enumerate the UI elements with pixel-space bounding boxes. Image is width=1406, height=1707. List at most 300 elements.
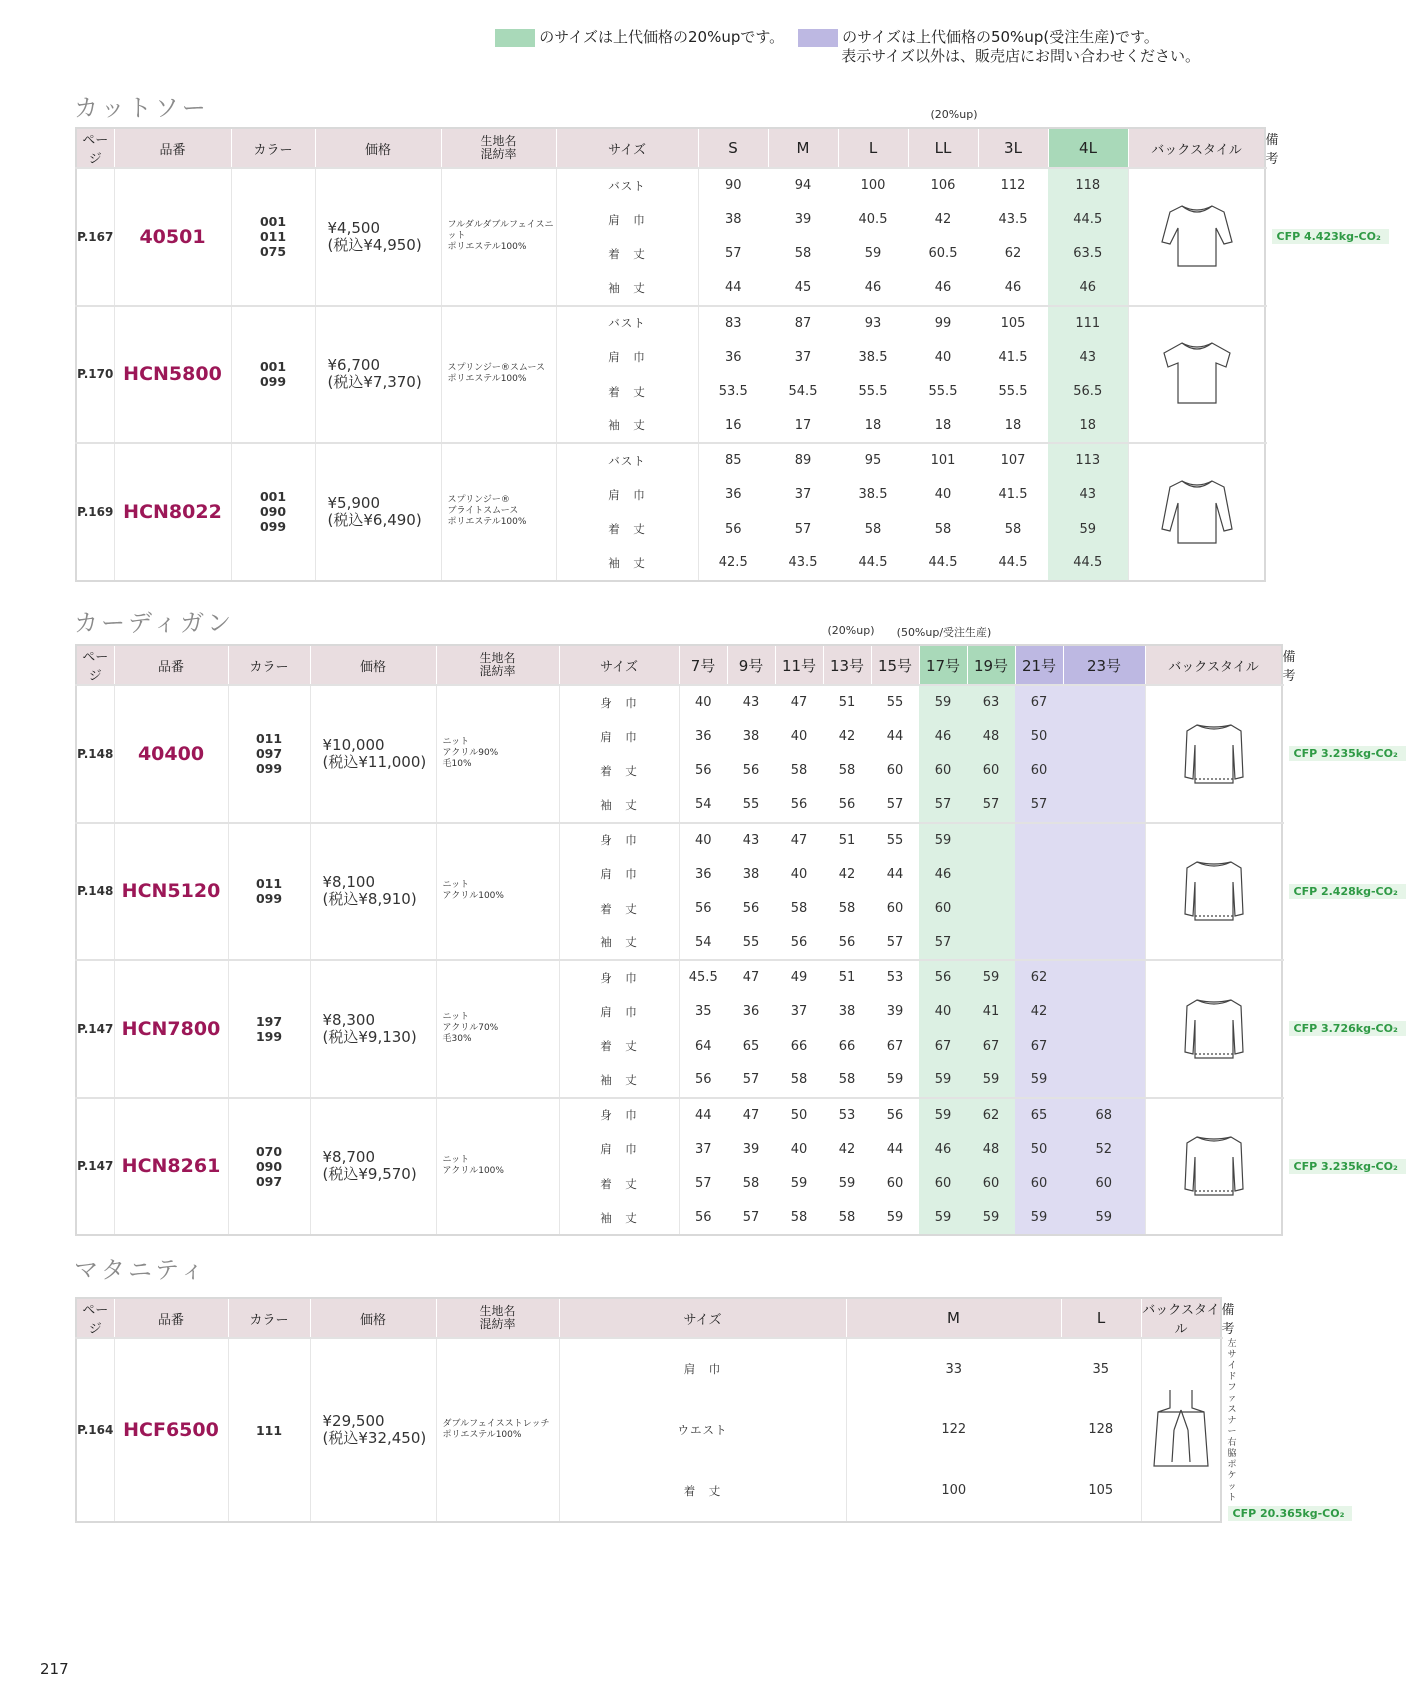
header-size-8: 23号 — [1063, 645, 1145, 685]
measure-value: 38 — [742, 866, 760, 882]
measure-value: 85 — [698, 443, 768, 477]
measure-value: 65 — [1015, 1098, 1063, 1132]
cutsew-size-table: ページ 品番 カラー 価格 生地名 混紡率 サイズ S M L LL 3L 4L バックスタイル 備考 P.167 40501 001 011 075 ¥4,500 (税込¥4,950) フルダルダブルフェイスニット ポリエステル100% バスト 90 94 100 106 112 118 CFP 4.423kg-CO₂ 肩 巾 38 39 40.5 42 43.5 44.5 着 丈 57 58 59 60.5 62 63.5 袖 丈 44 45 46 46 46 46 P.170 HCN5800 001 099 ¥6,700 (税込¥7,370) スプリンジー®スムース ポリエステル100% バスト 83 87 93 99 105 111 肩 巾 36 37 38.5 40 41.5 43 着 丈 53.5 54.5 55.5 55.5 55.5 56.5 袖 丈 16 17 18 18 18 18 P.169 HCN8022 001 090 099 ¥5,900 (税込¥6,490) スプリンジー® ブライトスムース ポリエステル100% バスト 85 89 95 101 107 113 肩 巾 36 37 38.5 40 41.5 43 着 丈 56 57 58 58 58 59 袖 丈 42.5 43.5 44.5 44.5 44.5 44.5 — [75, 127, 1266, 582]
measure-label: バスト — [556, 168, 698, 202]
measure-value: 35 — [1061, 1338, 1141, 1399]
measure-value: 40 — [934, 349, 952, 365]
measure-value: 51 — [823, 685, 871, 719]
measure-value: 38.5 — [858, 487, 888, 503]
measure-value: 55 — [871, 685, 919, 719]
measure-value: 112 — [978, 168, 1048, 202]
measure-value: 46 — [919, 719, 967, 753]
measure-value: 44.5 — [998, 555, 1028, 571]
measure-value: 60 — [886, 763, 904, 779]
measure-value: 64 — [679, 1029, 727, 1063]
measure-value — [967, 857, 1015, 891]
measure-value: 44.5 — [928, 555, 958, 571]
header-fabric: 生地名 混紡率 — [436, 1298, 559, 1338]
product-price — [315, 443, 441, 581]
measure-value: 59 — [838, 1176, 856, 1192]
header-size-7: 21号 — [1015, 645, 1063, 685]
measure-value — [1015, 857, 1063, 891]
green-swatch — [495, 29, 535, 47]
header-size: サイズ — [559, 1298, 846, 1338]
measure-value: 45.5 — [679, 960, 727, 994]
measure-value: 46 — [934, 280, 952, 296]
measure-label: 袖 丈 — [556, 271, 698, 305]
measure-value: 55 — [742, 934, 760, 950]
back-style-cell — [1128, 306, 1265, 444]
measure-label: 袖 丈 — [556, 546, 698, 580]
measure-value: 56 — [838, 797, 856, 813]
measure-value: 37 — [790, 1004, 808, 1020]
cardigan-icon — [1146, 990, 1282, 1068]
measure-value: 44 — [886, 729, 904, 745]
measure-value: 59 — [886, 1072, 904, 1088]
measure-value — [967, 926, 1015, 960]
header-color: カラー — [228, 645, 310, 685]
measure-value: 60 — [967, 754, 1015, 788]
measure-value: 101 — [908, 443, 978, 477]
header-size-0: 7号 — [679, 645, 727, 685]
measure-value: 55.5 — [858, 384, 888, 400]
maternity-size-table: ページ 品番 カラー 価格 生地名 混紡率 サイズ M L バックスタイル 備考 P.164 HCF6500 111 ¥29,500 (税込¥32,450) ダブルフェイスストレッチ ポリエステル100% 肩 巾 33 35 左サイドファスナー 右脇ポケット CFP 20.365kg-CO₂ ウエスト 122 128 着 丈 100 105 — [75, 1297, 1222, 1523]
measure-label: 着 丈 — [559, 1166, 679, 1200]
header-size-4: 15号 — [871, 645, 919, 685]
measure-value: 38 — [698, 202, 768, 236]
price-base: ¥4,500 — [327, 218, 380, 237]
measure-value: 56 — [679, 891, 727, 925]
measure-value: 58 — [790, 763, 808, 779]
measure-label: 着 丈 — [559, 1461, 846, 1522]
measure-value: 44.5 — [1048, 202, 1128, 236]
measure-value: 60 — [1063, 1166, 1145, 1200]
measure-value: 54 — [679, 788, 727, 822]
measure-value: 18 — [1048, 409, 1128, 443]
measure-value: 59 — [919, 823, 967, 857]
measure-value: 57 — [698, 237, 768, 271]
measure-value: 58 — [742, 1176, 760, 1192]
measure-value: 59 — [790, 1176, 808, 1192]
measure-value: 40 — [790, 729, 808, 745]
measure-value: 56 — [838, 934, 856, 950]
measure-value: 68 — [1063, 1098, 1145, 1132]
measure-value — [1063, 823, 1145, 857]
measure-value: 58 — [934, 521, 952, 537]
product-colors: 011 097 099 — [228, 685, 310, 823]
measure-label: 袖 丈 — [559, 1201, 679, 1235]
measure-value: 56 — [679, 1063, 727, 1097]
price-with-tax: (税込¥8,910) — [322, 890, 417, 909]
price-base: ¥6,700 — [327, 356, 380, 375]
product-page: P.170 — [76, 306, 114, 444]
measure-label: 身 巾 — [559, 823, 679, 857]
measure-value: 67 — [1015, 685, 1063, 719]
measure-value: 58 — [838, 1072, 856, 1088]
header-size-4: 3L — [978, 128, 1048, 168]
page-number: 217 — [40, 1660, 69, 1678]
measure-value — [1063, 685, 1145, 719]
measure-label: 身 巾 — [559, 685, 679, 719]
measure-value: 50 — [1015, 719, 1063, 753]
product-colors: 001 090 099 — [231, 443, 315, 581]
product-code: HCN8261 — [114, 1098, 228, 1236]
product-page: P.148 — [76, 823, 114, 961]
product-price — [310, 685, 436, 823]
back-style-cell — [1141, 1338, 1221, 1522]
measure-value: 42.5 — [698, 546, 768, 580]
measure-value — [1063, 754, 1145, 788]
measure-value: 56 — [871, 1098, 919, 1132]
measure-value — [1063, 1029, 1145, 1063]
measure-value — [1063, 788, 1145, 822]
header-page: ページ — [76, 128, 114, 168]
measure-value: 50 — [1015, 1132, 1063, 1166]
back-style-cell — [1145, 823, 1282, 961]
measure-value: 57 — [742, 1210, 760, 1226]
measure-value: 56 — [679, 1201, 727, 1235]
product-fabric: ニット アクリル100% — [436, 823, 559, 961]
measure-value: 54.5 — [788, 384, 818, 400]
price-with-tax: (税込¥6,490) — [327, 510, 422, 529]
price-base: ¥8,700 — [322, 1148, 375, 1167]
measure-value — [1015, 926, 1063, 960]
product-price — [310, 1098, 436, 1236]
header-price: 価格 — [310, 1298, 436, 1338]
tag-20up: (20%up) — [930, 108, 978, 121]
product-colors: 011 099 — [228, 823, 310, 961]
measure-value: 46 — [1048, 271, 1128, 305]
measure-value: 39 — [742, 1141, 760, 1157]
measure-value: 36 — [679, 719, 727, 753]
header-back-style: バックスタイル — [1141, 1298, 1221, 1338]
measure-value: 41 — [967, 995, 1015, 1029]
measure-value: 59 — [919, 685, 967, 719]
measure-value: 60 — [886, 901, 904, 917]
price-base: ¥8,300 — [322, 1010, 375, 1029]
measure-value: 55.5 — [928, 384, 958, 400]
measure-value: 51 — [823, 823, 871, 857]
measure-value: 44 — [886, 866, 904, 882]
header-size-1: 9号 — [727, 645, 775, 685]
table-row — [76, 168, 1265, 202]
measure-value: 58 — [864, 521, 882, 537]
measure-value: 44 — [698, 271, 768, 305]
measure-value: 59 — [967, 1201, 1015, 1235]
product-code: HCN7800 — [114, 960, 228, 1098]
price-base: ¥8,100 — [322, 873, 375, 892]
measure-value: 58 — [838, 901, 856, 917]
measure-value: 90 — [698, 168, 768, 202]
price-with-tax: (税込¥32,450) — [322, 1429, 427, 1447]
measure-value: 46 — [919, 857, 967, 891]
measure-value: 46 — [864, 280, 882, 296]
measure-value: 63 — [967, 685, 1015, 719]
header-size-3: 13号 — [823, 645, 871, 685]
measure-label: 袖 丈 — [559, 926, 679, 960]
product-fabric: ダブルフェイスストレッチ ポリエステル100% — [436, 1338, 559, 1522]
measure-value: 60.5 — [928, 246, 958, 262]
product-code: 40501 — [114, 168, 231, 306]
measure-value: 40 — [679, 685, 727, 719]
measure-value: 59 — [864, 246, 882, 262]
measure-value: 58 — [1004, 521, 1022, 537]
table-row — [76, 443, 1265, 477]
measure-label: 身 巾 — [559, 1098, 679, 1132]
table-row: P.164 HCF6500 111 ¥29,500 (税込¥32,450) ダブルフェイスストレッチ ポリエステル100% 肩 巾 33 35 左サイドファスナー 右脇ポケット CFP 20.365kg-CO₂ — [76, 1338, 1221, 1399]
measure-value: 67 — [886, 1038, 904, 1054]
product-price — [310, 960, 436, 1098]
header-size-0: M — [846, 1298, 1061, 1338]
measure-value: 36 — [679, 857, 727, 891]
measure-value: 37 — [679, 1132, 727, 1166]
measure-value: 58 — [790, 901, 808, 917]
cfp-badge: CFP 3.235kg-CO₂ — [1289, 1159, 1406, 1174]
section-title-cardigan: カーディガン — [74, 609, 235, 637]
measure-value: 58 — [794, 246, 812, 262]
price-with-tax: (税込¥7,370) — [327, 373, 422, 392]
measure-label: 着 丈 — [559, 1029, 679, 1063]
measure-value: 60 — [919, 891, 967, 925]
header-code: 品番 — [114, 1298, 228, 1338]
measure-value: 44 — [886, 1141, 904, 1157]
product-fabric: スプリンジー® ブライトスムース ポリエステル100% — [441, 443, 556, 581]
measure-value: 60 — [1015, 754, 1063, 788]
measure-value: 43.5 — [998, 212, 1028, 228]
section-title-maternity: マタニティ — [74, 1256, 208, 1284]
measure-label: バスト — [556, 306, 698, 340]
measure-value: 59 — [967, 1063, 1015, 1097]
measure-value — [1015, 891, 1063, 925]
measure-value: 59 — [1063, 1201, 1145, 1235]
measure-value: 56 — [919, 960, 967, 994]
measure-value: 67 — [1015, 1029, 1063, 1063]
measure-value: 105 — [978, 306, 1048, 340]
measure-value: 51 — [823, 960, 871, 994]
product-colors: 070 090 097 — [228, 1098, 310, 1236]
product-page: P.169 — [76, 443, 114, 581]
header-fabric: 生地名 混紡率 — [436, 645, 559, 685]
measure-value: 58 — [838, 763, 856, 779]
cfp-badge: CFP 4.423kg-CO₂ — [1272, 229, 1389, 244]
product-colors: 001 011 075 — [231, 168, 315, 306]
table-row — [76, 823, 1282, 857]
measure-value: 57 — [1015, 788, 1063, 822]
cfp-badge: CFP 20.365kg-CO₂ — [1228, 1506, 1353, 1521]
measure-value: 59 — [1015, 1063, 1063, 1097]
measure-value: 87 — [768, 306, 838, 340]
header-size-0: S — [698, 128, 768, 168]
header-code: 品番 — [114, 645, 228, 685]
table-row — [76, 960, 1282, 994]
measure-value: 59 — [1015, 1201, 1063, 1235]
measure-value: 47 — [727, 1098, 775, 1132]
measure-value: 93 — [838, 306, 908, 340]
header-size: サイズ — [559, 645, 679, 685]
measure-value: 40 — [679, 823, 727, 857]
product-fabric: スプリンジー®スムース ポリエステル100% — [441, 306, 556, 444]
measure-value: 58 — [790, 1210, 808, 1226]
back-style-cell — [1128, 168, 1265, 306]
header-page: ページ — [76, 645, 114, 685]
measure-label: 袖 丈 — [559, 1063, 679, 1097]
measure-value: 57 — [679, 1166, 727, 1200]
product-fabric: ニット アクリル70% 毛30% — [436, 960, 559, 1098]
header-back-style: バックスタイル — [1128, 128, 1265, 168]
header-size-2: 11号 — [775, 645, 823, 685]
price-base: ¥5,900 — [327, 493, 380, 512]
measure-value: 57 — [886, 934, 904, 950]
measure-label: 肩 巾 — [556, 202, 698, 236]
measure-value: 36 — [698, 340, 768, 374]
measure-value: 56 — [742, 763, 760, 779]
product-fabric: ニット アクリル90% 毛10% — [436, 685, 559, 823]
measure-value: 58 — [838, 1210, 856, 1226]
measure-value: 56 — [790, 797, 808, 813]
short-sleeve-shirt-icon — [1129, 335, 1265, 413]
measure-label: 肩 巾 — [559, 995, 679, 1029]
back-style-cell — [1145, 1098, 1282, 1236]
measure-value: 53 — [871, 960, 919, 994]
measure-value: 41.5 — [998, 487, 1028, 503]
product-page: P.167 — [76, 168, 114, 306]
cardigan-icon — [1146, 852, 1282, 930]
product-price — [310, 1338, 436, 1522]
measure-value: 43 — [727, 823, 775, 857]
measure-label: 着 丈 — [556, 512, 698, 546]
measure-value — [967, 823, 1015, 857]
measure-value: 35 — [679, 995, 727, 1029]
measure-value: 52 — [1063, 1132, 1145, 1166]
header-back-style: バックスタイル — [1145, 645, 1282, 685]
measure-value: 107 — [978, 443, 1048, 477]
measure-value: 37 — [794, 349, 812, 365]
measure-value: 57 — [919, 788, 967, 822]
measure-value: 57 — [919, 926, 967, 960]
header-size-5: 17号 — [919, 645, 967, 685]
measure-value: 59 — [967, 960, 1015, 994]
measure-value: 41.5 — [998, 349, 1028, 365]
measure-value: 57 — [794, 521, 812, 537]
measure-value: 89 — [768, 443, 838, 477]
header-size-5: 4L — [1048, 128, 1128, 168]
measure-label: 袖 丈 — [559, 788, 679, 822]
measure-value: 40 — [790, 866, 808, 882]
measure-label: 袖 丈 — [556, 409, 698, 443]
measure-value: 45 — [794, 280, 812, 296]
measure-value — [1063, 891, 1145, 925]
measure-value — [1063, 995, 1145, 1029]
price-base: ¥29,500 — [322, 1412, 385, 1430]
measure-label: 肩 巾 — [559, 719, 679, 753]
measure-value: 46 — [919, 1132, 967, 1166]
measure-value: 54 — [679, 926, 727, 960]
measure-value: 18 — [1004, 417, 1022, 433]
measure-value: 36 — [698, 478, 768, 512]
product-page: P.147 — [76, 1098, 114, 1236]
maternity-dress-icon — [1142, 1386, 1221, 1474]
header-size-6: 19号 — [967, 645, 1015, 685]
measure-value — [967, 891, 1015, 925]
cfp-badge: CFP 2.428kg-CO₂ — [1289, 884, 1406, 899]
back-style-cell — [1145, 960, 1282, 1098]
measure-value: 46 — [1004, 280, 1022, 296]
measure-value: 60 — [967, 1166, 1015, 1200]
measure-value: 38 — [742, 729, 760, 745]
measure-value: 59 — [919, 1201, 967, 1235]
measure-label: 肩 巾 — [556, 340, 698, 374]
measure-value: 59 — [1048, 512, 1128, 546]
measure-value: 44.5 — [1048, 546, 1128, 580]
header-page: ページ — [76, 1298, 114, 1338]
long-sleeve-shirt-icon — [1129, 198, 1265, 276]
measure-value: 83 — [698, 306, 768, 340]
product-page: P.164 — [76, 1338, 114, 1522]
legend-purple-text: のサイズは上代価格の50%up(受注生産)です。 — [842, 28, 1159, 46]
measure-value — [1063, 719, 1145, 753]
measure-label: 身 巾 — [559, 960, 679, 994]
measure-value: 57 — [886, 797, 904, 813]
measure-value: 53 — [823, 1098, 871, 1132]
three-quarter-sleeve-shirt-icon — [1129, 473, 1265, 551]
measure-value: 67 — [919, 1029, 967, 1063]
legend-green-text: のサイズは上代価格の20%upです。 — [539, 28, 785, 46]
measure-value: 113 — [1048, 443, 1128, 477]
measure-label: 肩 巾 — [559, 1338, 846, 1399]
price-with-tax: (税込¥4,950) — [327, 235, 422, 254]
measure-value: 62 — [1015, 960, 1063, 994]
product-code: HCN5120 — [114, 823, 228, 961]
measure-label: 肩 巾 — [559, 857, 679, 891]
product-fabric: ニット アクリル100% — [436, 1098, 559, 1236]
measure-value: 43 — [727, 685, 775, 719]
section-title-cutsew: カットソー — [74, 94, 209, 122]
measure-value: 37 — [794, 487, 812, 503]
header-color: カラー — [231, 128, 315, 168]
measure-value: 57 — [967, 788, 1015, 822]
cfp-badge: CFP 3.726kg-CO₂ — [1289, 1021, 1406, 1036]
measure-value — [1063, 960, 1145, 994]
measure-value: 56 — [742, 901, 760, 917]
measure-value: 59 — [919, 1063, 967, 1097]
measure-value — [1063, 926, 1145, 960]
measure-value: 16 — [698, 409, 768, 443]
header-size: サイズ — [556, 128, 698, 168]
measure-value: 60 — [919, 754, 967, 788]
measure-value: 48 — [967, 1132, 1015, 1166]
header-size-1: M — [768, 128, 838, 168]
product-page: P.148 — [76, 685, 114, 823]
measure-value: 48 — [967, 719, 1015, 753]
measure-label: ウエスト — [559, 1399, 846, 1460]
measure-value: 43 — [1048, 340, 1128, 374]
measure-value: 50 — [775, 1098, 823, 1132]
measure-value: 63.5 — [1048, 237, 1128, 271]
measure-value: 66 — [790, 1038, 808, 1054]
measure-value: 106 — [908, 168, 978, 202]
tag-50up: (50%up/受注生産) — [896, 626, 992, 639]
measure-value: 40 — [934, 487, 952, 503]
measure-value: 43.5 — [788, 555, 818, 571]
measure-value: 56.5 — [1048, 374, 1128, 408]
measure-value: 59 — [919, 1098, 967, 1132]
price-with-tax: (税込¥9,570) — [322, 1165, 417, 1184]
measure-label: バスト — [556, 443, 698, 477]
measure-value: 55 — [871, 823, 919, 857]
measure-value: 38 — [838, 1004, 856, 1020]
measure-value: 55 — [742, 797, 760, 813]
measure-value: 47 — [775, 685, 823, 719]
